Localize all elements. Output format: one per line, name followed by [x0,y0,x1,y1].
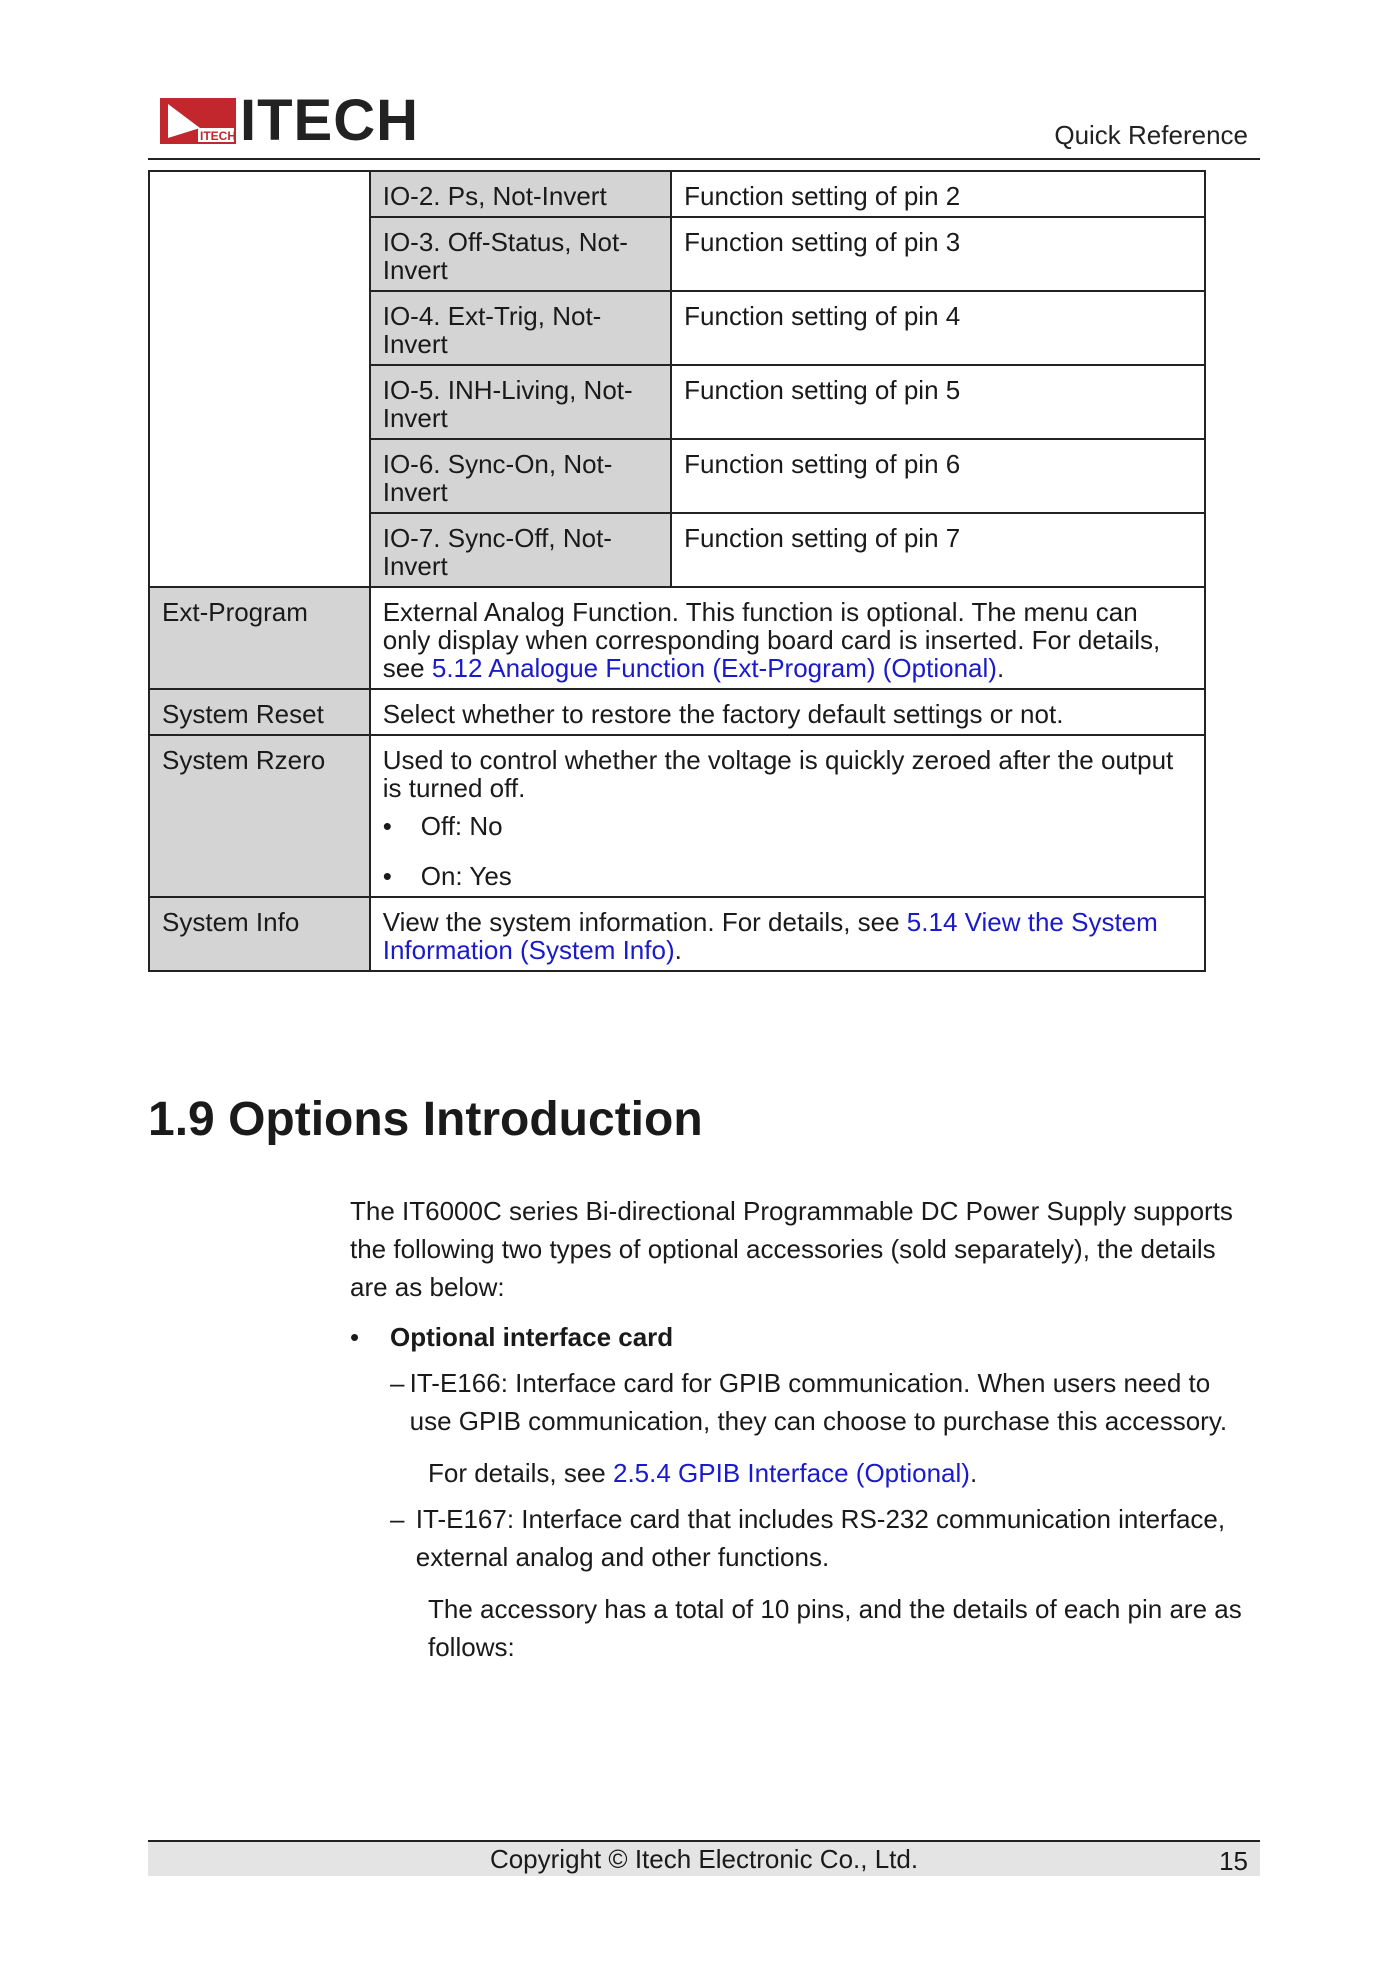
io-item-cell: IO-7. Sync-Off, Not-Invert [370,513,671,587]
copyright-text: Copyright © Itech Electronic Co., Ltd. [489,1844,919,1874]
bullet-icon: • [382,861,392,891]
io-item-cell: IO-3. Off-Status, Not-Invert [370,217,671,291]
dash-icon: – [390,1368,405,1398]
bullet-icon: • [350,1322,360,1352]
note-period: . [969,1458,978,1488]
list-item [390,1364,1250,1440]
io-desc-cell: Function setting of pin 5 [671,365,1205,439]
bullet-heading: Optional interface card [390,1322,674,1352]
system-reset-desc: Select whether to restore the factory default settings or not. [370,689,1205,735]
item-text: IT-E167: Interface card that includes RS-232 communication interface, external analog and other functions. [415,1504,1226,1572]
table-row [149,587,1205,689]
table-row [149,171,1205,217]
system-rzero-desc [370,735,1205,897]
section-heading: 1.9 Options Introduction [148,1093,703,1146]
system-rzero-text: Used to control whether the voltage is quickly zeroed after the output is turned off. [382,745,1174,803]
io-item-cell: IO-2. Ps, Not-Invert [370,171,671,217]
ext-program-desc [370,587,1205,689]
list-item [350,1318,1250,1356]
table-row [149,689,1205,735]
system-rzero-label: System Rzero [149,735,370,897]
svg-text:ITECH: ITECH [200,129,236,143]
bullet-icon: • [382,811,392,841]
list-item [390,1500,1250,1576]
section-body [350,1192,1250,1666]
system-info-label: System Info [149,897,370,971]
io-item-cell: IO-4. Ext-Trig, Not-Invert [370,291,671,365]
menu-table [148,170,1206,972]
section-header-title: Quick Reference [1054,120,1248,150]
note-prefix: For details, see [428,1458,613,1488]
system-info-desc [370,897,1205,971]
page-header [148,88,1260,160]
ext-program-label: Ext-Program [149,587,370,689]
empty-parent-cell [149,171,370,587]
itech-logo [160,88,419,153]
intro-paragraph: The IT6000C series Bi-directional Programmable DC Power Supply supports the following two types of optional accessories (sold separately), the details are as below: [350,1196,1233,1302]
rzero-option: On: Yes [420,861,512,891]
rzero-option: Off: No [420,811,503,841]
io-desc-cell: Function setting of pin 2 [671,171,1205,217]
dash-icon: – [390,1504,405,1534]
system-info-link[interactable]: 5.14 View the System Information (System Info) [382,907,1158,965]
io-desc-cell: Function setting of pin 4 [671,291,1205,365]
table-row [149,897,1205,971]
page-number: 15 [1219,1846,1248,1876]
logo-mark-icon [160,98,236,144]
io-desc-cell: Function setting of pin 7 [671,513,1205,587]
io-desc-cell: Function setting of pin 3 [671,217,1205,291]
list-item [383,862,1192,890]
io-desc-cell: Function setting of pin 6 [671,439,1205,513]
gpib-link[interactable]: 2.5.4 GPIB Interface (Optional) [612,1458,970,1488]
ext-program-link[interactable]: 5.12 Analogue Function (Ext-Program) (Optional) [431,653,997,683]
system-info-period: . [674,935,682,965]
system-reset-label: System Reset [149,689,370,735]
item-note [428,1454,1250,1492]
item-text: IT-E166: Interface card for GPIB communication. When users need to use GPIB communication, they can choose to purchase this accessory. [409,1368,1228,1436]
ext-program-text: External Analog Function. This function is optional. The menu can only display when corresponding board card is inserted. For details, see [382,597,1161,683]
item-note: The accessory has a total of 10 pins, and the details of each pin are as follows: [428,1594,1242,1662]
io-item-cell: IO-5. INH-Living, Not-Invert [370,365,671,439]
table-row [149,735,1205,897]
list-item [383,812,1192,840]
ext-program-period: . [996,653,1005,683]
logo-wordmark: ITECH [240,88,419,153]
system-info-text: View the system information. For details, see [382,907,907,937]
io-item-cell: IO-6. Sync-On, Not-Invert [370,439,671,513]
page-footer [148,1840,1260,1876]
